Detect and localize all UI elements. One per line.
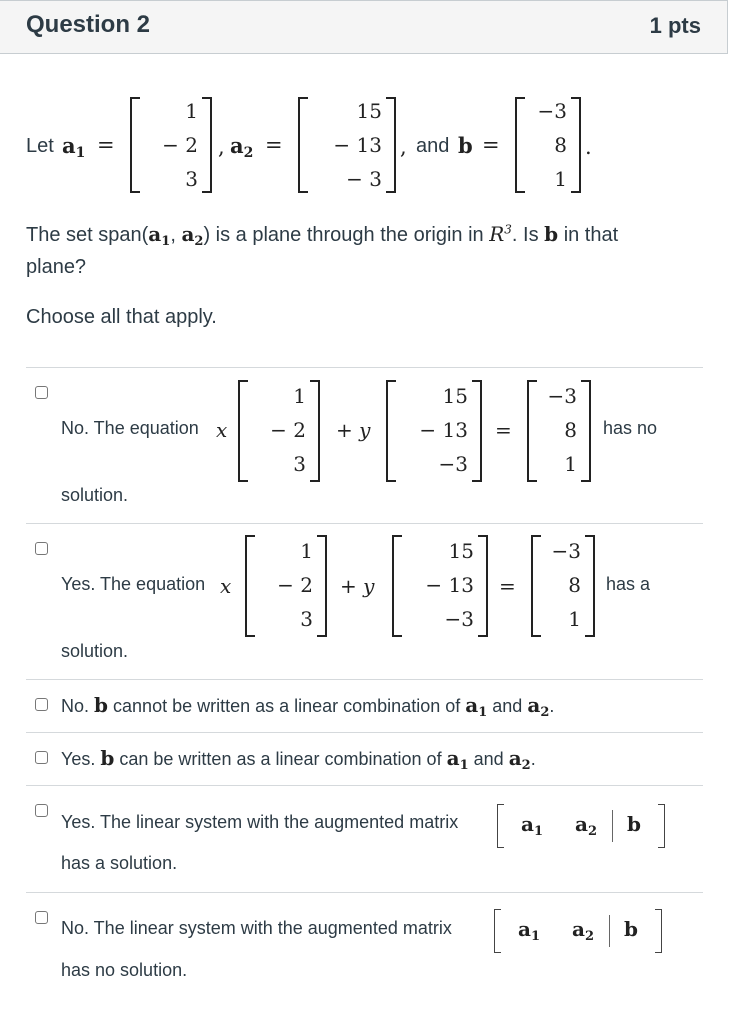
option-5-text-tail: has a solution. bbox=[61, 853, 178, 873]
question-points: 1 pts bbox=[649, 13, 701, 38]
option-2-text: Yes. The equation bbox=[61, 574, 206, 594]
matrix-entry: −3 bbox=[438, 452, 468, 476]
option-divider bbox=[26, 785, 703, 786]
option-1-text-tail: solution. bbox=[61, 485, 129, 505]
matrix-entry: − 13 bbox=[425, 573, 474, 597]
option-3-checkbox[interactable] bbox=[35, 698, 48, 711]
option-2-checkbox[interactable] bbox=[35, 542, 48, 555]
equals-sign: = bbox=[265, 133, 283, 157]
matrix-entry: −3 bbox=[551, 539, 581, 563]
option-1-matrix-2 bbox=[386, 380, 482, 482]
let-label: Let bbox=[26, 135, 54, 157]
option-6-checkbox[interactable] bbox=[35, 911, 48, 924]
option-divider bbox=[26, 732, 703, 733]
option-1-matrix-3 bbox=[527, 380, 591, 482]
question-header bbox=[0, 0, 728, 54]
option-1-x: x bbox=[216, 418, 228, 442]
matrix-entry: 15 bbox=[442, 384, 468, 408]
matrix-entry: − 2 bbox=[162, 133, 198, 157]
matrix-entry: 1 bbox=[568, 607, 581, 631]
option-divider bbox=[26, 679, 703, 680]
option-5-checkbox[interactable] bbox=[35, 804, 48, 817]
matrix-entry: 15 bbox=[356, 99, 382, 123]
option-2-equals: = bbox=[499, 574, 516, 598]
matrix-entry: 3 bbox=[293, 452, 306, 476]
a1-symbol: a1 bbox=[62, 133, 86, 161]
matrix-entry: 1 bbox=[293, 384, 306, 408]
a2-symbol: a2 bbox=[230, 133, 254, 161]
matrix-entry: 8 bbox=[554, 133, 567, 157]
option-3-text: No. b cannot be written as a linear combination of $a_1$ and $a_2$. bbox=[61, 693, 555, 720]
matrix-entry: −3 bbox=[537, 99, 567, 123]
option-5-text: Yes. The linear system with the augmented matrix bbox=[61, 812, 459, 832]
option-1-text: No. The equation bbox=[61, 418, 199, 438]
matrix-entry: 1 bbox=[185, 99, 198, 123]
matrix-entry: 1 bbox=[300, 539, 313, 563]
matrix-a1 bbox=[130, 97, 212, 193]
option-6-text-tail: has no solution. bbox=[61, 960, 188, 980]
matrix-entry: − 13 bbox=[419, 418, 468, 442]
option-1-plus: + y bbox=[336, 418, 371, 442]
option-divider bbox=[26, 367, 703, 368]
matrix-entry: − 3 bbox=[346, 167, 382, 191]
option-2-text-post: has a bbox=[606, 574, 651, 594]
option-divider bbox=[26, 892, 703, 893]
equals-sign: = bbox=[482, 133, 500, 157]
matrix-entry: −3 bbox=[444, 607, 474, 631]
option-1-checkbox[interactable] bbox=[35, 386, 48, 399]
option-5-augmented-matrix: $a_1$ $a_2$ b bbox=[497, 804, 665, 848]
option-divider bbox=[26, 523, 703, 524]
comma: , bbox=[400, 135, 407, 159]
matrix-a2 bbox=[298, 97, 396, 193]
b-symbol: b bbox=[458, 133, 473, 158]
option-2-matrix-1 bbox=[245, 535, 327, 637]
matrix-entry: 3 bbox=[300, 607, 313, 631]
matrix-entry: 3 bbox=[185, 167, 198, 191]
matrix-entry: 15 bbox=[448, 539, 474, 563]
matrix-entry: − 2 bbox=[277, 573, 313, 597]
equals-sign: = bbox=[97, 133, 115, 157]
option-6-augmented-matrix: $a_1$ $a_2$ b bbox=[494, 909, 662, 953]
matrix-entry: 1 bbox=[554, 167, 567, 191]
choose-instruction: Choose all that apply. bbox=[26, 306, 217, 328]
option-2-text-tail: solution. bbox=[61, 641, 129, 661]
option-2-x: x bbox=[220, 574, 232, 598]
matrix-entry: 8 bbox=[568, 573, 581, 597]
and-label: and bbox=[416, 135, 450, 157]
option-1-text-post: has no bbox=[603, 418, 658, 438]
question-title: Question 2 bbox=[26, 11, 151, 38]
option-6-text: No. The linear system with the augmented matrix bbox=[61, 918, 452, 938]
option-1-equals: = bbox=[495, 418, 512, 442]
option-2-plus: + y bbox=[340, 574, 375, 598]
matrix-entry: 8 bbox=[564, 418, 577, 442]
matrix-entry: − 13 bbox=[333, 133, 382, 157]
matrix-b bbox=[515, 97, 581, 193]
option-2-matrix-3 bbox=[531, 535, 595, 637]
option-2-matrix-2 bbox=[392, 535, 488, 637]
matrix-entry: −3 bbox=[547, 384, 577, 408]
matrix-entry: − 2 bbox=[270, 418, 306, 442]
option-4-checkbox[interactable] bbox=[35, 751, 48, 764]
comma: , bbox=[218, 135, 225, 159]
option-4-text: Yes. b can be written as a linear combination of $a_1$ and $a_2$. bbox=[61, 746, 536, 773]
option-1-matrix-1 bbox=[238, 380, 320, 482]
span-sentence-cont: plane? bbox=[26, 256, 87, 278]
matrix-entry: 1 bbox=[564, 452, 577, 476]
period: . bbox=[585, 135, 592, 159]
span-sentence: The set $span(a_1$, $a_2$) is a plane through the origin in $R^3$. Is b in that bbox=[26, 222, 619, 249]
